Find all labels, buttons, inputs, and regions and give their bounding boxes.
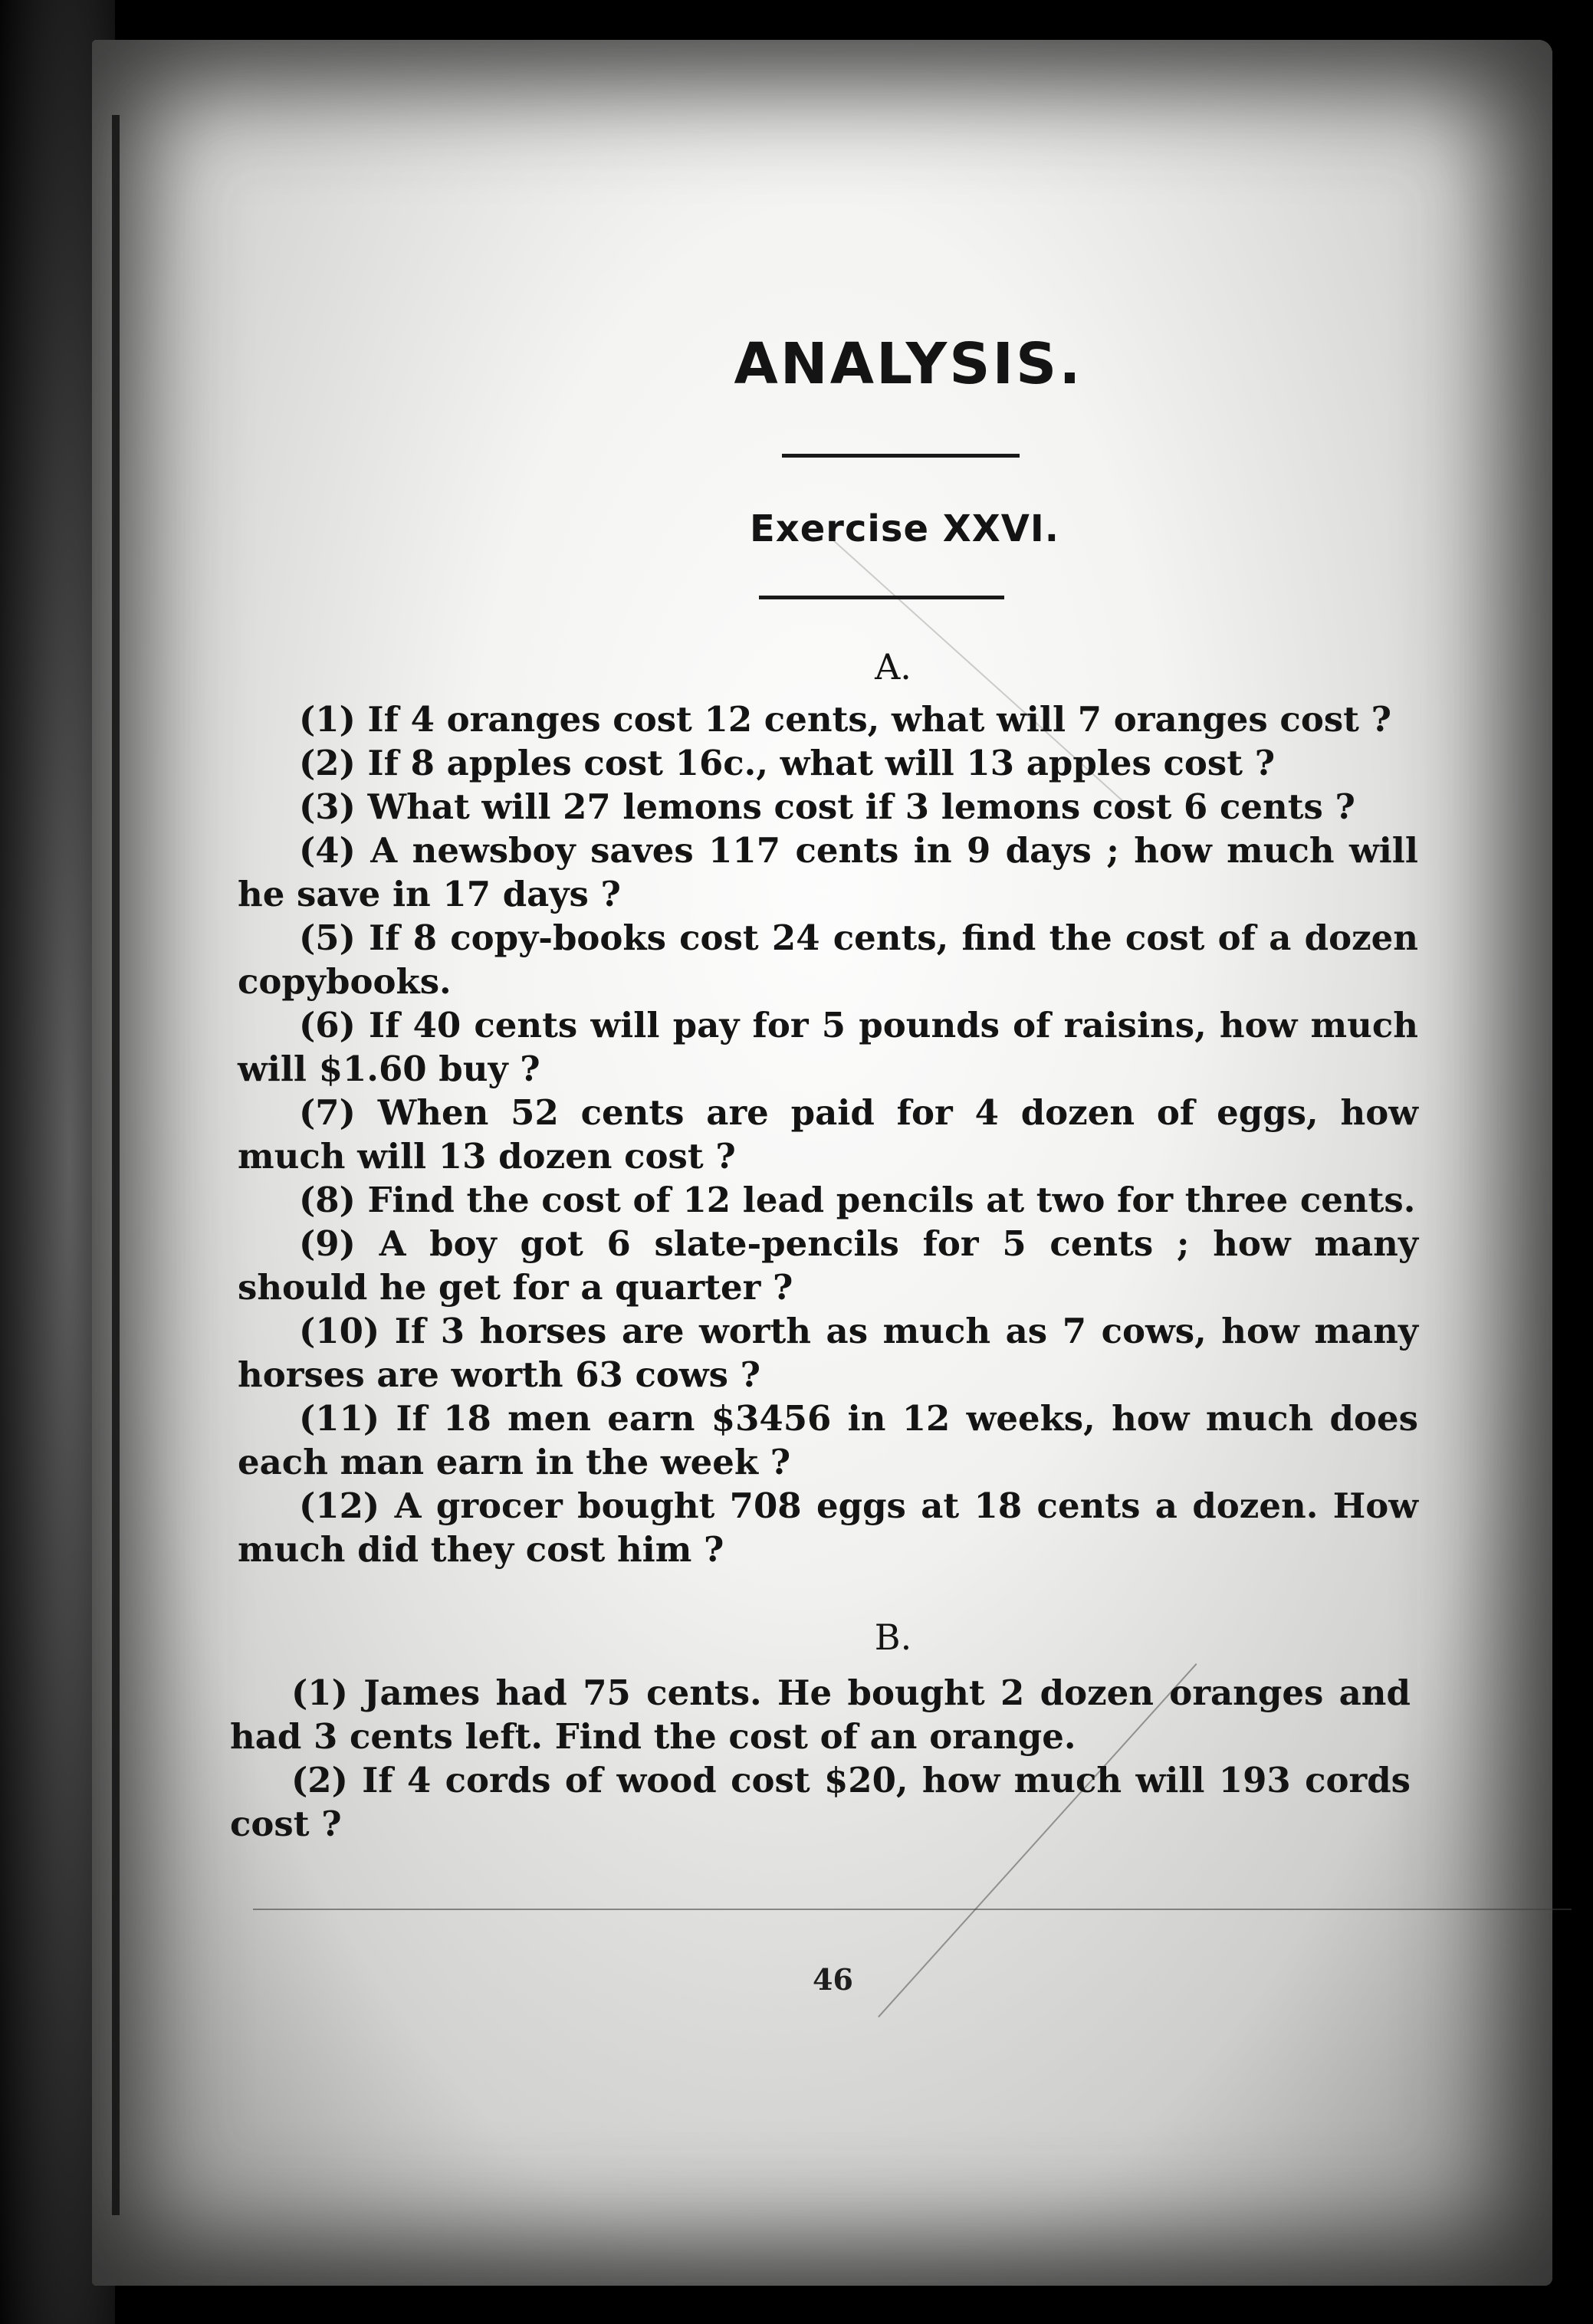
- section-b-heading: B.: [874, 1617, 912, 1658]
- problem-item: (9) A boy got 6 slate-pencils for 5 cents ; how many should he get for a quarter ?: [238, 1223, 1418, 1308]
- problem-item: (4) A newsboy saves 117 cents in 9 days ; how much will he save in 17 days ?: [238, 830, 1418, 914]
- page-number: 46: [813, 1962, 853, 1997]
- scan-fold-line: [253, 1909, 1572, 1910]
- paper-edge-shadow: [112, 115, 120, 2215]
- title-rule: [782, 454, 1020, 458]
- problem-item: (3) What will 27 lemons cost if 3 lemons cost 6 cents ?: [299, 786, 1355, 827]
- problem-item: (10) If 3 horses are worth as much as 7 cows, how many horses are worth 63 cows ?: [238, 1311, 1418, 1395]
- problem-item: (11) If 18 men earn $3456 in 12 weeks, how much does each man earn in the week ?: [238, 1398, 1418, 1482]
- exercise-heading: Exercise XXVI.: [750, 507, 1059, 550]
- problem-item: (2) If 8 apples cost 16c., what will 13 apples cost ?: [299, 743, 1276, 783]
- section-a-heading: A.: [875, 646, 911, 688]
- problem-item: (8) Find the cost of 12 lead pencils at two for three cents.: [299, 1180, 1416, 1220]
- problem-item: (6) If 40 cents will pay for 5 pounds of raisins, how much will $1.60 buy ?: [238, 1005, 1418, 1089]
- section-b-problems: [230, 1671, 1411, 1846]
- problem-item: (1) James had 75 cents. He bought 2 dozen oranges and had 3 cents left. Find the cost of an orange.: [230, 1672, 1411, 1757]
- problem-item: (2) If 4 cords of wood cost $20, how much will 193 cords cost ?: [230, 1760, 1411, 1844]
- problem-item: (7) When 52 cents are paid for 4 dozen of eggs, how much will 13 dozen cost ?: [238, 1092, 1418, 1177]
- problem-item: (5) If 8 copy-books cost 24 cents, find the cost of a dozen copybooks.: [238, 917, 1418, 1002]
- page-title: ANALYSIS.: [734, 331, 1083, 397]
- problem-item: (1) If 4 oranges cost 12 cents, what will 7 oranges cost ?: [299, 699, 1391, 740]
- page-body: [230, 322, 1457, 1846]
- problem-item: (12) A grocer bought 708 eggs at 18 cents a dozen. How much did they cost him ?: [238, 1485, 1418, 1570]
- section-a-problems: [238, 698, 1418, 1571]
- heading-rule: [759, 596, 1004, 599]
